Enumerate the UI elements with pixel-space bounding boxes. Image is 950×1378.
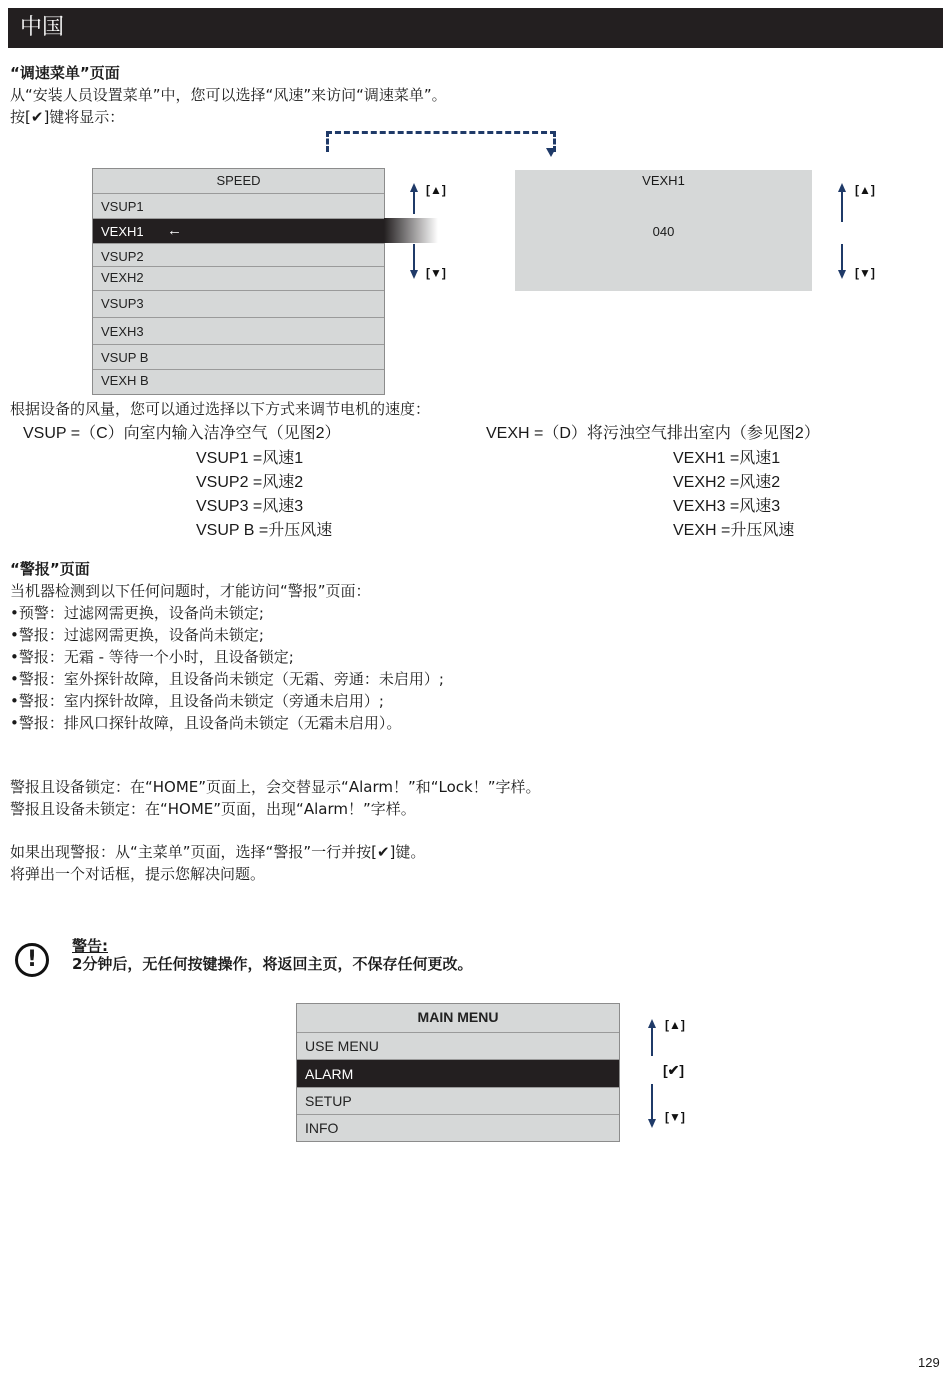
vsup-item: VSUP B =升压风速 (196, 522, 333, 539)
up-arrow-line (413, 190, 415, 214)
connector-arrow-icon (546, 148, 556, 157)
down-arrow-line (413, 244, 415, 270)
page-number: 129 (918, 1355, 940, 1370)
down-arrow-line (651, 1084, 653, 1120)
selection-fade (384, 218, 438, 243)
main-menu-title: MAIN MENU (417, 1009, 499, 1025)
check-icon: ✔ (30, 108, 44, 126)
down-arrow-icon (838, 270, 846, 279)
main-menu-item-use-menu[interactable]: USE MENU (297, 1032, 619, 1060)
alarm-popup-text: 将弹出一个对话框，提示您解决问题。 (10, 865, 266, 883)
down-arrow-icon (648, 1119, 656, 1128)
speed-menu (92, 168, 385, 395)
speed-menu-item-vexh3[interactable]: VEXH3 (93, 317, 384, 345)
alarm-unlocked-text: 警报且设备未锁定：在“HOME”页面，出现“Alarm！”字样。 (10, 800, 416, 818)
speed-menu-item-vsup1[interactable]: VSUP1 (93, 193, 384, 219)
vexh-panel (515, 170, 812, 291)
alarm-bullet: •警报：过滤网需更换，设备尚未锁定; (10, 626, 264, 644)
vexh-title: VEXH =（D）将污浊空气排出室内（参见图2） (486, 425, 820, 442)
alarm-bullet: •警报：室内探针故障，且设备尚未锁定（旁通未启用）; (10, 692, 384, 710)
speed-menu-item-vexh1[interactable]: VEXH1 ← (93, 218, 384, 244)
up-arrow-line (841, 190, 843, 222)
page-header (8, 8, 943, 48)
up-arrow-line (651, 1026, 653, 1056)
alarm-heading: “警报”页面 (10, 560, 90, 578)
speed-menu-item-vsupb[interactable]: VSUP B (93, 344, 384, 370)
main-menu-item-alarm[interactable]: ALARM (297, 1059, 619, 1088)
vsup-item: VSUP2 =风速2 (196, 474, 304, 491)
down-key[interactable]: [▼] (855, 266, 875, 280)
alarm-instruction: 如果出现警报：从“主菜单”页面，选择“警报”一行并按[✔]键。 (10, 843, 426, 861)
warning-icon: ! (15, 943, 49, 977)
main-menu-item-setup[interactable]: SETUP (297, 1087, 619, 1115)
vsup-title: VSUP =（C）向室内输入洁净空气（见图2） (23, 425, 341, 442)
alarm-bullet: •警报：室外探针故障，且设备尚未锁定（无霜、旁通：未启用）; (10, 670, 444, 688)
vexh-item: VEXH3 =风速3 (673, 498, 781, 515)
alarm-bullet: •警报：无霜 - 等待一个小时，且设备锁定; (10, 648, 294, 666)
back-arrow-icon: ← (167, 222, 182, 239)
warning-title: 警告: (72, 937, 108, 955)
down-arrow-icon (410, 270, 418, 279)
vsup-item: VSUP1 =风速1 (196, 450, 304, 467)
main-menu-item-info[interactable]: INFO (297, 1114, 619, 1142)
vexh-item: VEXH2 =风速2 (673, 474, 781, 491)
down-key[interactable]: [▼] (665, 1110, 685, 1124)
vsup-item: VSUP3 =风速3 (196, 498, 304, 515)
check-icon: ✔ (376, 843, 390, 861)
header-title: 中国 (20, 15, 65, 40)
speed-menu-item-vsup2[interactable]: VSUP2 (93, 243, 384, 267)
vexh-item: VEXH1 =风速1 (673, 450, 781, 467)
speed-desc-intro: 根据设备的风量，您可以通过选择以下方式来调节电机的速度： (10, 400, 431, 418)
vexh-panel-title: VEXH1 (642, 173, 685, 188)
vexh-item: VEXH =升压风速 (673, 522, 795, 539)
main-menu (296, 1003, 620, 1142)
speed-menu-item-vexhb[interactable]: VEXH B (93, 369, 384, 395)
up-key[interactable]: [▲] (665, 1018, 685, 1032)
alarm-bullet: •警报：排风口探针故障，且设备尚未锁定（无霜未启用）。 (10, 714, 402, 732)
speed-menu-title: SPEED (216, 173, 261, 188)
ok-key[interactable]: [✔] (663, 1062, 685, 1078)
speed-heading: “调速菜单”页面 (10, 64, 120, 82)
warning-text: 2分钟后，无任何按键操作，将返回主页，不保存任何更改。 (72, 955, 473, 973)
speed-intro-line2: 按[✔]键将显示： (10, 108, 125, 126)
speed-menu-item-vexh2[interactable]: VEXH2 (93, 266, 384, 291)
alarm-intro: 当机器检测到以下任何问题时，才能访问“警报”页面： (10, 582, 371, 600)
up-key[interactable]: [▲] (426, 183, 446, 197)
vexh-panel-value[interactable]: 040 (652, 224, 675, 239)
down-arrow-line (841, 244, 843, 270)
down-key[interactable]: [▼] (426, 266, 446, 280)
alarm-locked-text: 警报且设备锁定：在“HOME”页面上，会交替显示“Alarm！”和“Lock！”字样。 (10, 778, 541, 796)
alarm-bullet: •预警：过滤网需更换，设备尚未锁定; (10, 604, 264, 622)
dashed-connector (326, 131, 556, 152)
up-key[interactable]: [▲] (855, 183, 875, 197)
speed-intro-line1: 从“安装人员设置菜单”中，您可以选择“风速”来访问“调速菜单”。 (10, 86, 447, 104)
speed-menu-item-vsup3[interactable]: VSUP3 (93, 290, 384, 318)
